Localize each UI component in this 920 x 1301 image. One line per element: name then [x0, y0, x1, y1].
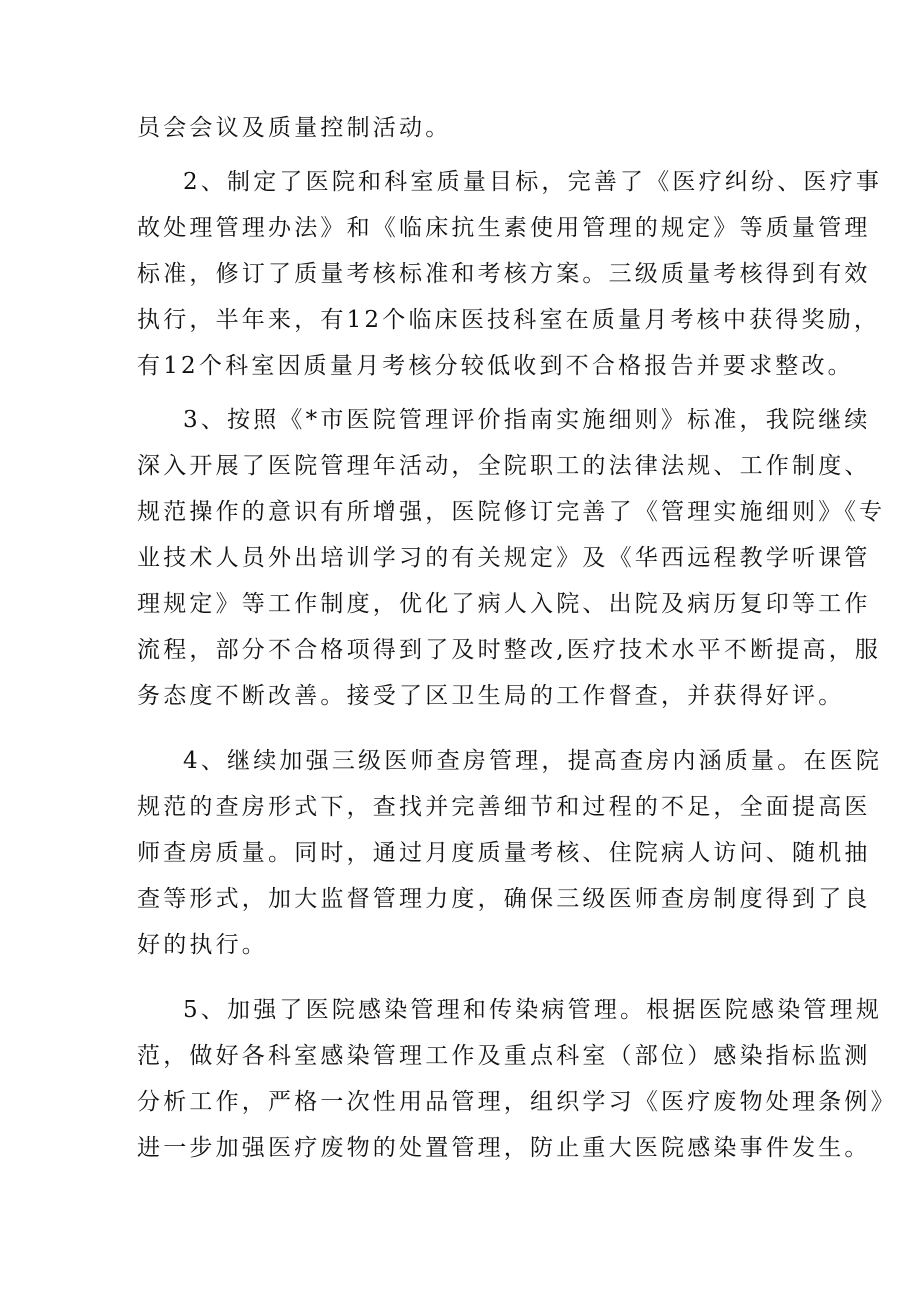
text-line: 理规定》等工作制度，优化了病人入院、出院及病历复印等工作 — [137, 591, 871, 617]
text-line: 4、继续加强三级医师查房管理，提高查房内涵质量。在医院 — [183, 748, 883, 774]
text-line: 规范操作的意识有所增强，医院修订完善了《管理实施细则》《专 — [137, 499, 886, 525]
text-line: 故处理管理办法》和《临床抗生素使用管理的规定》等质量管理 — [137, 215, 871, 241]
text-line: 2、制定了医院和科室质量目标，完善了《医疗纠纷、医疗事 — [183, 169, 883, 195]
text-line: 师查房质量。同时，通过月度质量考核、住院病人访问、随机抽 — [137, 840, 871, 866]
text-line: 流程，部分不合格项得到了及时整改,医疗技术水平不断提高，服 — [137, 637, 882, 663]
text-line: 进一步加强医疗废物的处置管理，防止重大医院感染事件发生。 — [137, 1135, 871, 1161]
text-line: 务态度不断改善。接受了区卫生局的工作督查，并获得好评。 — [137, 683, 845, 709]
text-line: 查等形式，加大监督管理力度，确保三级医师查房制度得到了良 — [137, 886, 871, 912]
text-line: 标准，修订了质量考核标准和考核方案。三级质量考核得到有效 — [137, 261, 871, 287]
text-line: 执行，半年来，有12个临床医技科室在质量月考核中获得奖励， — [137, 307, 881, 333]
text-line: 有12个科室因质量月考核分较低收到不合格报告并要求整改。 — [137, 353, 854, 379]
text-line: 业技术人员外出培训学习的有关规定》及《华西远程教学听课管 — [137, 545, 871, 571]
text-line: 范，做好各科室感染管理工作及重点科室（部位）感染指标监测 — [137, 1043, 871, 1069]
text-line: 分析工作，严格一次性用品管理，组织学习《医疗废物处理条例》 — [137, 1089, 897, 1115]
text-line: 员会会议及质量控制活动。 — [137, 115, 452, 141]
text-line: 深入开展了医院管理年活动，全院职工的法律法规、工作制度、 — [137, 453, 871, 479]
text-line: 好的执行。 — [137, 932, 268, 958]
text-line: 规范的查房形式下，查找并完善细节和过程的不足，全面提高医 — [137, 794, 871, 820]
text-line: 3、按照《*市医院管理评价指南实施细则》标准，我院继续 — [183, 407, 871, 433]
text-line: 5、加强了医院感染管理和传染病管理。根据医院感染管理规 — [183, 997, 883, 1023]
